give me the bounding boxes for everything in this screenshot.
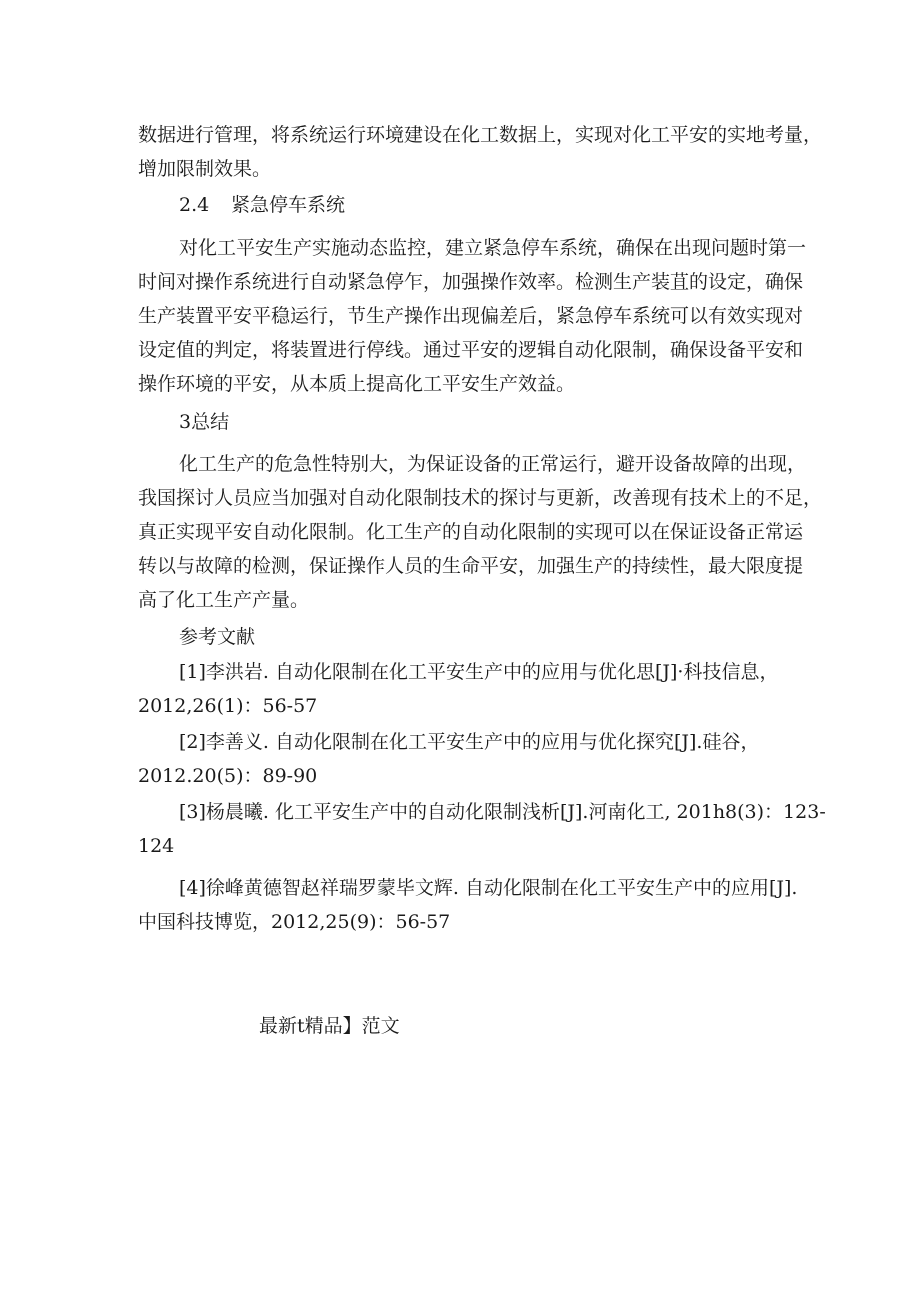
reference-3-line-1: [3]杨晨曦. 化工平安生产中的自动化限制浅析[J].河南化工, 201h8(3)：123- (179, 801, 826, 823)
reference-4-line-1: [4]徐峰黄德智赵祥瑞罗蒙毕文辉. 自动化限制在化工平安生产中的应用[J]. (179, 877, 798, 899)
reference-4-line-2: 中国科技博览，2012,25(9)：56-57 (138, 911, 451, 933)
intro-line-2: 增加限制效果。 (138, 158, 272, 180)
references-heading: 参考文献 (179, 626, 256, 648)
section-2-4-line-2: 时间对操作系统进行自动紧急停乍，加强操作效率。检测生产装苴的设定，确保 (138, 271, 804, 293)
section-2-4-line-4: 设定值的判定，将装置进行停线。通过平安的逻辑自动化限制，确保设备平安和 (138, 339, 804, 361)
section-2-4-line-3: 生产装置平安平稳运行，节生产操作出现偏差后，紧急停车系统可以有效实现对 (138, 305, 804, 327)
section-3-line-1: 化工生产的危急性特别大，为保证设备的正常运行，避开设备故障的出现， (179, 453, 807, 475)
reference-3-line-2: 124 (138, 835, 175, 857)
section-2-4-line-5: 操作环境的平安，从本质上提高化工平安生产效益。 (138, 373, 576, 395)
intro-line-1: 数据进行管理，将系统运行环境建设在化工数据上，实现对化工平安的实地考量， (138, 124, 823, 146)
section-heading-2-4 (179, 193, 345, 217)
section-3-line-2: 我国探讨人员应当加强对自动化限制技术的探讨与更新，改善现有技术上的不足， (138, 487, 823, 509)
section-heading-3: 3总结 (179, 411, 230, 433)
section-3-line-4: 转以与故障的检测，保证操作人员的生命平安，加强生产的持续性，最大限度提 (138, 555, 804, 577)
reference-1-line-1: [1]李洪岩. 自动化限制在化工平安生产中的应用与优化思[J]·科技信息， (179, 661, 779, 683)
section-3-line-3: 真正实现平安自动化限制。化工生产的自动化限制的实现可以在保证设备正常运 (138, 521, 804, 543)
section-3-line-5: 高了化工生产产量。 (138, 589, 310, 611)
reference-1-line-2: 2012,26(1)：56-57 (138, 695, 318, 717)
footer-label: 最新t精品】范文 (259, 1015, 400, 1037)
section-number: 2.4 (179, 194, 210, 216)
reference-2-line-1: [2]李善义. 自动化限制在化工平安生产中的应用与优化探究[J].硅谷， (179, 731, 760, 753)
section-title: 紧急停车系统 (231, 194, 346, 216)
reference-2-line-2: 2012.20(5)：89-90 (138, 765, 318, 787)
section-2-4-line-1: 对化工平安生产实施动态监控，建立紧急停车系统，确保在出现问题时第一 (179, 237, 807, 259)
